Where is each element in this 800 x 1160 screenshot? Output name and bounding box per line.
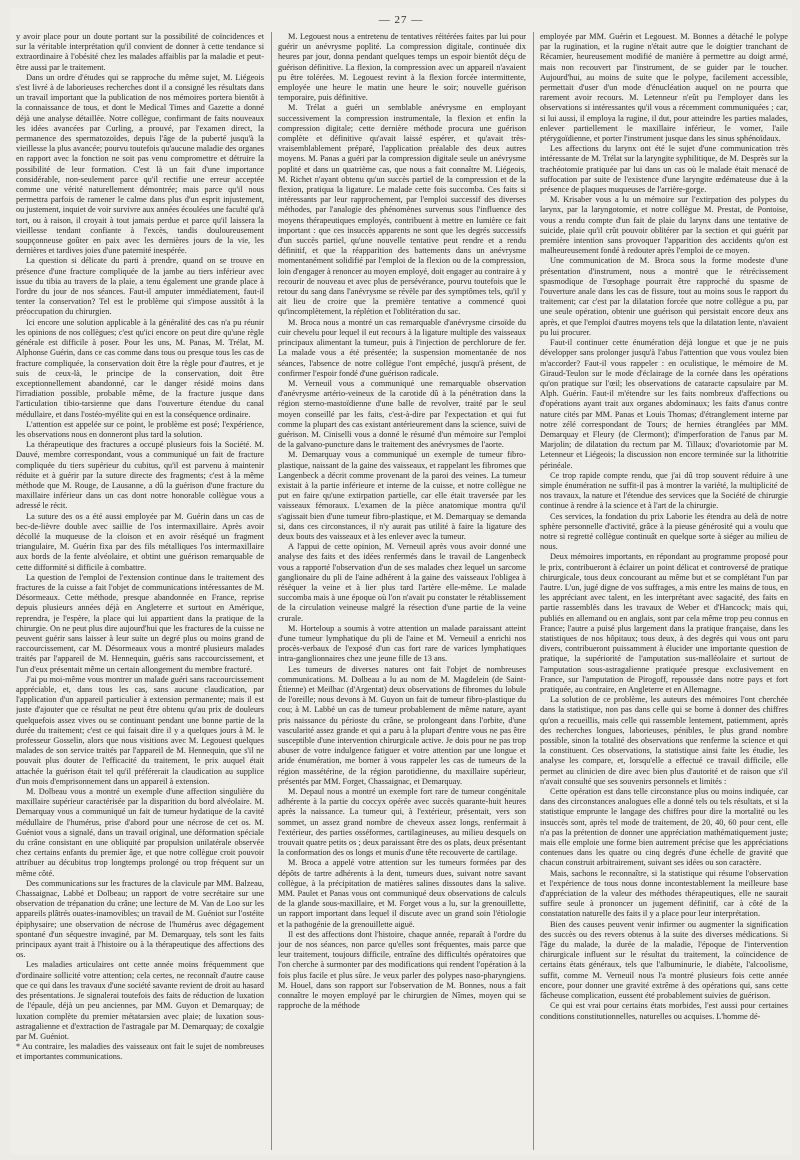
- text-columns: [16, 32, 788, 1150]
- paragraph: La suture des os a été aussi employée par M. Guérin dans un cas de bec-de-lièvre double avec saillie de l'os intermaxillaire. Après avoir décollé la muqueuse de la cloison et en avoir réséqué un fragment triangulaire, M. Guérin fixa par des fils métalliques l'os intermaxillaire aux bords de la fente alvéolaire, et obtint une guérison remarquable de cette difformité si difficile à combattre.: [16, 511, 264, 572]
- paragraph: M. Dolbeau vous a montré un exemple d'une affection singulière du maxillaire supérieur caractérisée par la disparition du bord alvéolaire. M. Demarquay vous a communiqué un fait de tumeur hydatique de la cavité médullaire de l'humérus, prise d'abord pour une nécrose de cet os. M. Guéniot vous a signalé, dans un travail original, une déformation spéciale du crâne consistant en une obliquité par propulsion unilatérale observée chez certains enfants du premier âge, et que notre collègue croit pouvoir attribuer au décubitus trop longtemps prolongé ou trop fréquent sur un même côté.: [16, 787, 264, 878]
- column-divider: [533, 32, 534, 1150]
- paragraph: Deux mémoires importants, en répondant au programme proposé pour le prix, contribueront à éclairer un point délicat et controversé de pratique chirurgicale, tous deux concourant au même but et se complétant l'un par l'autre. L'un, jugé digne de vos suffrages, a mis entre les mains de tous, en les appréciant avec talent, en les interprétant avec sagacité, des faits en partie rassemblés dans les travaux de Weber et d'Hancock; mais qui, publiés en allemand ou en anglais, sont par cela même trop peu connus en France; l'autre a puisé plus largement dans la pratique française, dans les statistiques de nos hôpitaux; tous deux, à des degrés qui vous ont paru divers, contribueront puissamment à élucider une importante question de pratique, la supériorité de l'amputation sus-malléolaire et surtout de l'amputation sous-astragalienne pratiquée presque exclusivement en France, sur l'amputation de Pirogoff, repoussée dans notre pays et fort pratiquée, au contraire, en Angleterre et en Allemagne.: [540, 552, 788, 694]
- paragraph: Dans un ordre d'études qui se rapproche du même sujet, M. Liégeois s'est livré à de laborieuses recherches dont il a consigné les résultats dans un travail important que la publication de nos mémoires portera bientôt à la connaissance de tous, et dont le Medical Times and Gazette a donné déjà une analyse détaillée. Notre collègue, confirmant de faits nouveaux les idées avancées par Curling, a prouvé, par l'examen direct, la permanence des spermatozoïdes, depuis l'âge de la puberté jusqu'à la vieillesse la plus avancée; pourvu toutefois qu'aucune maladie des organes en rapport avec la fonction ne soit pas venu compromettre et détruire la possibilité de leur formation. C'est là un fait d'une importance considérable, non-seulement parce qu'il rectifie une erreur acceptée comme une vérité naturellement démontrée; mais parce qu'il nous permettra parfois de ramener le calme dans plus d'un esprit injustement, ou justement, inquiet de voir survivre aux années écoulées une faculté qu'à tort, ou à raison, il croyait à tout jamais perdue et parce qu'il laissera la vieillesse tendant confiante à l'excès, tandis douloureusement soupçonneuse goûter en paix avec les dernières jours de la vie, les dernières et tardives joies d'une paternité inespérée.: [16, 72, 264, 256]
- paragraph: Bien des causes peuvent venir infirmer ou augmenter la signification des succès ou des revers obtenus à la suite des diverses médications. Si l'âge du malade, la durée de la maladie, l'époque de l'intervention chirurgicale influent sur le résultat du traitement, la coïncidence de certains états généraux, tels que l'albuminurie, le diabète, l'alcoolisme, suffit, comme M. Verneuil nous l'a montré plusieurs fois cette année encore, pour donner une gravité extrême à des opérations qui, sans cette fâcheuse complication, eussent été probablement suivies de guérison.: [540, 919, 788, 1001]
- column-3: [540, 32, 788, 1150]
- paragraph: Ici encore une solution applicable à la généralité des cas n'a pu réunir les opinions de nos collègues; c'est qu'ici encore on peut dire qu'une règle générale est difficile à poser. Pour les uns, M. Panas, M. Trélat, M. Alphonse Guérin, dans ce cas comme dans tous ou presque tous les cas de fracture compliquée, la conservation doit être la règle pour d'autres, et je suis de ceux-là, le principe de la conservation, doit être exceptionnellement abandonné, car le danger résidé moins dans l'irradiation possible, probable même, de la fracture jusque dans l'articulation tibio-tarsienne que dans l'ouverture étendue du canal médullaire, et dans l'ostéo-myélite qui en est la conséquence ordinaire.: [16, 317, 264, 419]
- paragraph: La question si délicate du parti à prendre, quand on se trouve en présence d'une fracture compliquée de la jambe au tiers inférieur avec issue du tibia au travers de la plaie, a tenu également une grande place à l'ordre du jour de nos séances. Faut-il amputer immédiatement, faut-il tenter la conservation? Tel est le problème qui s'impose aussitôt à la préoccupation du chirurgien.: [16, 256, 264, 317]
- paragraph: A l'appui de cette opinion, M. Verneuil après vous avoir donné une analyse des faits et des idées renfermés dans le travail de Langenbeck vous a rapporté l'observation d'un de ses malades chez lequel un sarcome ganglionaire du pli de l'aine adhérent à la gaine des vaisseaux l'obligea à réséquer la veine et à lier plus tard l'artère elle-même. Le malade succomba mais à une époque où l'on n'avait pu constater le rétablissement de la circulation veineuse malgré la résection d'une partie de la veine crurale.: [278, 542, 526, 623]
- paragraph: Des communications sur les fractures de la clavicule par MM. Balzeau, Chassaignac, Labbé et Dolbeau; un rapport de votre secrétaire sur une observation de trépanation du crâne; une lecture de M. Van de Loo sur les appareils plâtrés ouates-inamovibles; un travail de M. Guéniot sur l'ostéite épiphysaire; une observation de nécrose de l'humérus avec dégagement spontané d'un séquestre invaginé, par M. Demarquay, tels sont les faits principaux ayant trait à l'histoire ou à la thérapeutique des affections des os.: [16, 878, 264, 960]
- page-number: — 27 —: [378, 14, 424, 26]
- column-1: [16, 32, 264, 1150]
- paragraph: M. Depaul nous a montré un exemple fort rare de tumeur congénitale adhérente à la partie du coccyx opérée avec succès quarante-huit heures après la naissance. La tumeur qui, à l'extérieur, présentait, vers son sommet, un assez grand nombre de cheveux assez longs, renfermait à l'extérieur, des parties osséformes, cartilagineuses, au milieu desquels on trouvait quatre petits os ; deux paraissant être des os plats, deux présentant la conformation des os longs et munis d'une tête recouverte de cartilage.: [278, 787, 526, 858]
- paragraph: La question de l'emploi de l'extension continue dans le traitement des fractures de la cuisse a fait l'objet de communications intéressantes de M. Désormeaux. Cette méthode, presque abandonnée en France, reprise depuis plusieurs années déjà en Angleterre et surtout en Amérique, reprendra, je l'espère, la place qui lui appartient dans la pratique de la chirurgie. On ne peut plus dire aujourd'hui que les fractures de la cuisse ne peuvent guérir sans laisser à leur suite un degré plus ou moins grand de raccourcissement, car M. Désormeaux vous a montré plusieurs malades traités par l'appareil de M. Hennequin, guéris sans raccourcissement, et l'un d'eux présentait même un certain allongement du membre fracturé.: [16, 572, 264, 674]
- paragraph: Cette opération est dans telle circonstance plus ou moins indiquée, car dans des circonstances analogues elle a donné tels ou tels résultats, et si la statistique emprunte le langage des chiffres pour dire la mortalité ou les insuccès sont, après tel mode de traitement, de 20, 40, 60 pour cent, elle n'a pas la prétention de donner une appréciation mathématiquement juste; mais elle emploie une forme bien autrement précise que les appréciations contenues dans les quatre ou cinq degrés d'une échelle de gravité que chacun construit arbitrairement, suivant ses idées ou son caractère.: [540, 787, 788, 868]
- paragraph: y avoir place pour un doute portant sur la possibilité de coïncidences et sur la véritable interprétation qu'il convient de donner à cette tendance si extraordinaire à l'obésité chez les malades affaiblis par la maladie et peut-être aussi par le traitement.: [16, 32, 264, 72]
- paragraph: M. Verneuil vous a communiqué une remarquable observation d'anévrysme artério-veineux de la carotide dû à la pénétration dans la région sterno-mastoïdienne d'une balle de revolver, traité par le seul moyen conseillé par les faits, c'est-à-dire par l'expectation et qui fut comme la plupart des cas existant antérieurement dans la science, suivi de guérison. M. Ciniselli vous a donné le résumé d'un mémoire sur l'emploi de la galvano-puncture dans le traitement des anévrysmes de l'aorte.: [278, 378, 526, 450]
- paragraph: Une communication de M. Broca sous la forme modeste d'une présentation d'instrument, nous a montré que le rétrécissement spasmodique de l'œsophage pourrait être rapproché du spasme de l'ouverture anale dans les cas de fissure, tout au moins sous le rapport du traitement; car c'est par la dilatation forcée que notre collègue a pu, par une seule opération, obtenir une guérison qui persistait encore deux ans après, et que l'emploi d'autres moyens tels que la dilatation lente, n'avaient pu lui procurer.: [540, 256, 788, 337]
- paragraph: Ce trop rapide compte rendu, que j'ai dû trop souvent réduire à une simple énumération ne suffit-il pas à montrer la variété, la multiplicité de nos travaux, la nature et l'étendue des services que la Société de chirurgie continue à rendre à la science et à l'art de la chirurgie.: [540, 470, 788, 511]
- paragraph: M. Demarquay vous a communiqué un exemple de tumeur fibro-plastique, naissant de la gaine des vaisseaux, et rappelant les fibromes que Langenbeck a décrit comme provenant de la paroi des veines. La tumeur existait à la partie inférieure et interne de la cuisse, et notre collègue ne put en faire qu'une extirpation partielle, car elle était traversée par les vaisseaux fémoraux. L'examen de la pièce anatomique montra qu'il s'agissait bien d'une tumeur fibro-plastique, et M. Demarquay se demanda si, dans ces circonstances, il n'y aurait pas utilité à faire la ligature des deux bouts des vaisseaux et à les enlever avec la tumeur.: [278, 450, 526, 541]
- paragraph: Les tumeurs de diverses natures ont fait l'objet de nombreuses communications. M. Dolbeau a lu au nom de M. Magdelein (de Saint-Étienne) et Meilhac (d'Argentat) deux observations de fibromes du lobule de l'oreille; nous devons à M. Guyon un fait de tumeur fibro-plastique du cou; à M. Labbé un cas de tumeur probablement de même nature, ayant pris naissance du périoste du crâne, se prolongeant dans l'orbite, d'une vascularité assez grande et qui a paru à la plupart d'entre vous ne pas être susceptible d'une intervention chirurgicale active. Je dois pour ne pas trop abuser de votre indulgence fatiguer et votre attention par une longue et aride énumération, me borner à vous rappeler les cas de tumeurs de la région massétérine, de la région parotidienne, du maxillaire supérieur, présentés par MM. Forget, Chassaignac, et Demarquay.: [278, 664, 526, 786]
- paragraph: L'attention est appelée sur ce point, le problème est posé; l'expérience, les observations nous en donneront plus tard la solution.: [16, 419, 264, 439]
- paragraph: Mais, sachons le reconnaître, si la statistique qui résume l'observation et l'expérience de tous nous donne incontestablement la meilleure base d'appréciation de la valeur des méthodes thérapeutiques, elle ne saurait suffire seule à prononcer un jugement définitif, car à côté de la constatation naturelle des faits il y a place pour leur interprétation.: [540, 868, 788, 919]
- paragraph: M. Horteloup a soumis à votre attention un malade paraissant atteint d'une tumeur lymphatique du pli de l'aine et M. Verneuil a enrichi nos procès-verbaux de l'exposé d'un cas fort rare de varices lymphatiques intra-ganglionnaires chez une jeune fille de 13 ans.: [278, 623, 526, 664]
- paragraph: employée par MM. Guérin et Legouest. M. Bonnes a détaché le polype par la rugination, et la rugine n'était autre que le doigtier tranchant de Récamier, heureusement modifié de manière à permettre au doigt armé, mais non recouvert par l'instrument, de se guider par le toucher. Aujourd'hui, au moins de suite que le polype, facilement accessible, permettait d'user d'un mode d'énucléation auquel on ne pourra que rarement avoir recours. M. Letenneur n'eût pu l'employer dans les observations si intéressantes qu'il vous a récemment communiquées ; car, si lui aussi, il employa la rugine, il dut, pour atteindre les parties malades, enlever partiellement le maxillaire inférieur, le vomer, l'aile ptérygoïdienne, et porter l'instrument jusque dans les sinus sphénoïdaux.: [540, 32, 788, 144]
- paragraph: M. Broca a appelé votre attention sur les tumeurs formées par des dépôts de tartre adhérents à la dent, tumeurs dues, suivant notre savant collègue, à la précipitation de matières salines dissoutes dans la salive. MM. Paulet et Panas vous ont communiqué deux observations de calculs de la glande sous-maxillaire, et M. Forget vous a lu, sur la grenouillette, un rapport important dans lequel il discute avec un grand soin l'étiologie et la pathogénie de la grenouillette aiguë.: [278, 858, 526, 929]
- newspaper-page: [10, 8, 792, 1154]
- paragraph: J'ai pu moi-même vous montrer un malade guéri sans raccourcissement appréciable, et, dans tous les cas, sans aucune claudication, par l'application d'un appareil particulier à extension permanente; mais il est juste d'ajouter que ce résultat ne peut être obtenu qu'au prix de douleurs quelquefois assez vives ou se continuant pendant une bonne partie de la durée du traitement; c'est ce qui faisait dire il y a quelques jours à M. le professeur Gosselin, alors que nous visitions avec M. Legouest quelques malades de son service traités par l'appareil de M. Hennequin, que s'il ne pouvait plus douter de l'efficacité du traitement, le prix auquel était attachée la guérison était tel qu'il préférerait la claudication au supplice d'un mois d'emprisonnement dans un appareil à extension.: [16, 674, 264, 786]
- paragraph: Ce qui est vrai pour certains états morbides, l'est aussi pour certaines conditions constitutionnelles, naturelles ou acquises. L'homme dé-: [540, 1001, 788, 1021]
- paragraph: Faut-il continuer cette énumération déjà longue et que je ne puis développer sans prolonger jusqu'à l'abus l'attention que vous voulez bien m'accorder? Faut-il vous rappeler : en oculistique, le mémoire de M. Giraud-Teulon sur le mode d'éclairage de la cornée dans les opérations qu'on pratique sur l'œil; les observations de cataracte capsulaire par M. Alph. Guérin. Faut-il m'étendre sur les faits nombreux d'affections ou d'opérations ayant trait aux organes abdominaux; les faits d'anus contre nature cités par MM. Panas et Louis Thomas; d'étranglement interne par notre zélé correspondant de Tours; de hernies étranglées par MM. Demarquay et Fleury (de Clermont); d'imperforation de l'anus par M. Marjolin; de dilatation du rectum par M. Tillaux; d'ovariotomie par M. Letenneur et Liégeois; la discussion non encore terminée sur la lithotritie périnéale.: [540, 338, 788, 470]
- paragraph: Les maladies articulaires ont cette année moins fréquemment que d'ordinaire sollicité votre attention; cela certes, ne reconnaît d'autre cause que ce qui dans les travaux d'une société savante revient de droit au hasard des présentations. Je signalerai toutefois des faits de réduction de luxation de l'épaule, déjà un peu anciennes, par MM. Guyon et Demarquay; de luxation complète du premier métatarsien avec plaie; de luxation sous-astragalienne et d'extraction de l'astragale par M. Demarquay; de coxalgie par M. Guéniot.: [16, 960, 264, 1041]
- paragraph: La solution de ce problème, les auteurs des mémoires l'ont cherchée dans la statistique, non pas dans celle qui se borne à donner des chiffres qu'on a recueillis, mais celle qui rassemble lentement, patiemment, après des recherches longues, laborieuses, pénibles, le plus grand nombre possible, sinon la totalité des observations que renferme la science et qui la constituent. Ces observations, la statistique ainsi faite les étudie, les analyse les compare, et, lorsqu'elle a effectué ce travail difficile, elle permet au clinicien de dire avec bien plus d'autorité et de raison que s'il n'avait consulté que ses souvenirs personnels et limités :: [540, 695, 788, 786]
- paragraph: * Au contraire, les maladies des vaisseaux ont fait le sujet de nombreuses et importantes communications.: [16, 1042, 264, 1062]
- paragraph: Ces services, la fondation du prix Laborie les étendra au delà de notre sphère personnelle d'activité, grâce à la pieuse générosité qui a voulu que notre si regretté collègue continuât en quelque sorte à siéger au milieu de nous.: [540, 511, 788, 552]
- paragraph: Il est des affections dont l'histoire, chaque année, reparaît à l'ordre du jour de nos séances, non parce qu'elles sont fréquentes, mais parce que leur traitement, toujours difficile, entraîne des difficultés opératoires que l'on cherche à surmonter par des modifications qui rendent l'opération à la fois plus facile et plus sûre. Je veux parler des polypes naso-pharyngiens. M. Houel, dans son rapport sur l'observation de M. Bonnes, nous a fait connaître le moyen employé par le chirurgien de Nîmes, moyen qui se rapproche de la méthode: [278, 929, 526, 1011]
- paragraph: M. Trélat a guéri un semblable anévrysme en employant successivement la compression instrumentale, la flexion et enfin la compression digitale; cette dernière méthode procura une guérison complète et définitive qu'avait laissé espérer, et qu'avait très-vraisemblablement préparé, l'application préalable des deux autres moyens. M. Panas a guéri par la compression digitale seule un anévrysme poplité et dans un quatrième cas, que nous a fait connaître M. Liégeois, M. Richet n'ayant obtenu qu'un succès partiel de la compression et de la flexion, pratiqua la ligature. Le malade cette fois succomba. Ces faits si intéressants par leur rapprochement, par l'emploi successif des diverses méthodes, par l'analogie des phénomènes survenus sous l'influence des moyens thérapeutiques employés, contribuent à mettre en lumière ce fait important : que ces insuccès apparents ne sont que les degrés successifs d'un succès partiel, qu'une nouvelle tentative peut rendre et a rendu définitif, et que la réapparition des battements dans un anévrysme momentanément solidifié par l'emploi de la flexion ou de la compression, loin d'engager à renoncer au moyen employé, doit engager au contraire à y recourir de nouveau et avec plus de persévérance, pourvu toutefois que le retour du sang dans l'anévrysme se révèle par des symptômes tels, qu'il y ait lieu de croire que la première tentative a commencé quoi qu'incomplètement, la réplétion et l'oblitération du sac.: [278, 103, 526, 317]
- column-2: [278, 32, 526, 1150]
- paragraph: La thérapeutique des fractures a occupé plusieurs fois la Société. M. Dauvé, membre correspondant, vous a communiqué un fait de fracture compliquée du tiers supérieur du cubitus, qu'il est parvenu à maintenir réduite et à guérir par la suture directe des fragments; c'est à la même méthode que M. Rouge, de Lausanne, a dû la guérison d'une fracture du maxillaire inférieur dans un cas dont notre honorable collègue vous a adressé le récit.: [16, 440, 264, 511]
- paragraph: M. Legouest nous a entretenu de tentatives réitérées faites par lui pour guérir un anévrysme poplité. La compression digitale, continuée dix heures par jour, donna pendant quelques temps un espoir bientôt déçu de guérison définitive. La flexion, la compression avec un appareil n'avaient pu être tolérées. M. Legouest revint à la flexion forcée intermittente, employée une heure le matin une heure le soir; nouvelle guérison temporaire, puis définitive.: [278, 32, 526, 103]
- paragraph: M. Broca nous a montré un cas remarquable d'anévrysme cirsoïde du cuir chevelu pour lequel il eut recours à la ligature multiple des vaisseaux principaux alimentant la tumeur, puis à l'injection de perchlorure de fer. La malade vous a été présentée; la suspension momentanée de nos séances, l'absence de notre collègue l'ont empêché, jusqu'à présent, de confirmer l'espoir fondé d'une guérison radicale.: [278, 317, 526, 378]
- paragraph: Les affections du larynx ont été le sujet d'une communication très intéressante de M. Trélat sur la laryngite syphilitique, de M. Desprès sur la trachéotomie pratiquée par lui dans un cas où le malade était menacé de suffocation par suite de l'existence d'une laryngite œdémateuse due à la présence de plaques muqueuses de l'arrière-gorge.: [540, 144, 788, 195]
- paragraph: M. Krisaber vous a lu un mémoire sur l'extirpation des polypes du larynx, par la laryngotomie, et notre collègue M. Prestat, de Pontoise, vous a rendu compte d'un fait de plaie du larynx dans une tentative de suicide, plaie qu'il crût pouvoir oblitérer par la section et qui guérit par première intention sans provoquer l'apparition des accidents qu'on est malheureusement fondé à redouter après l'emploi de ce moyen.: [540, 195, 788, 256]
- column-divider: [271, 32, 272, 1150]
